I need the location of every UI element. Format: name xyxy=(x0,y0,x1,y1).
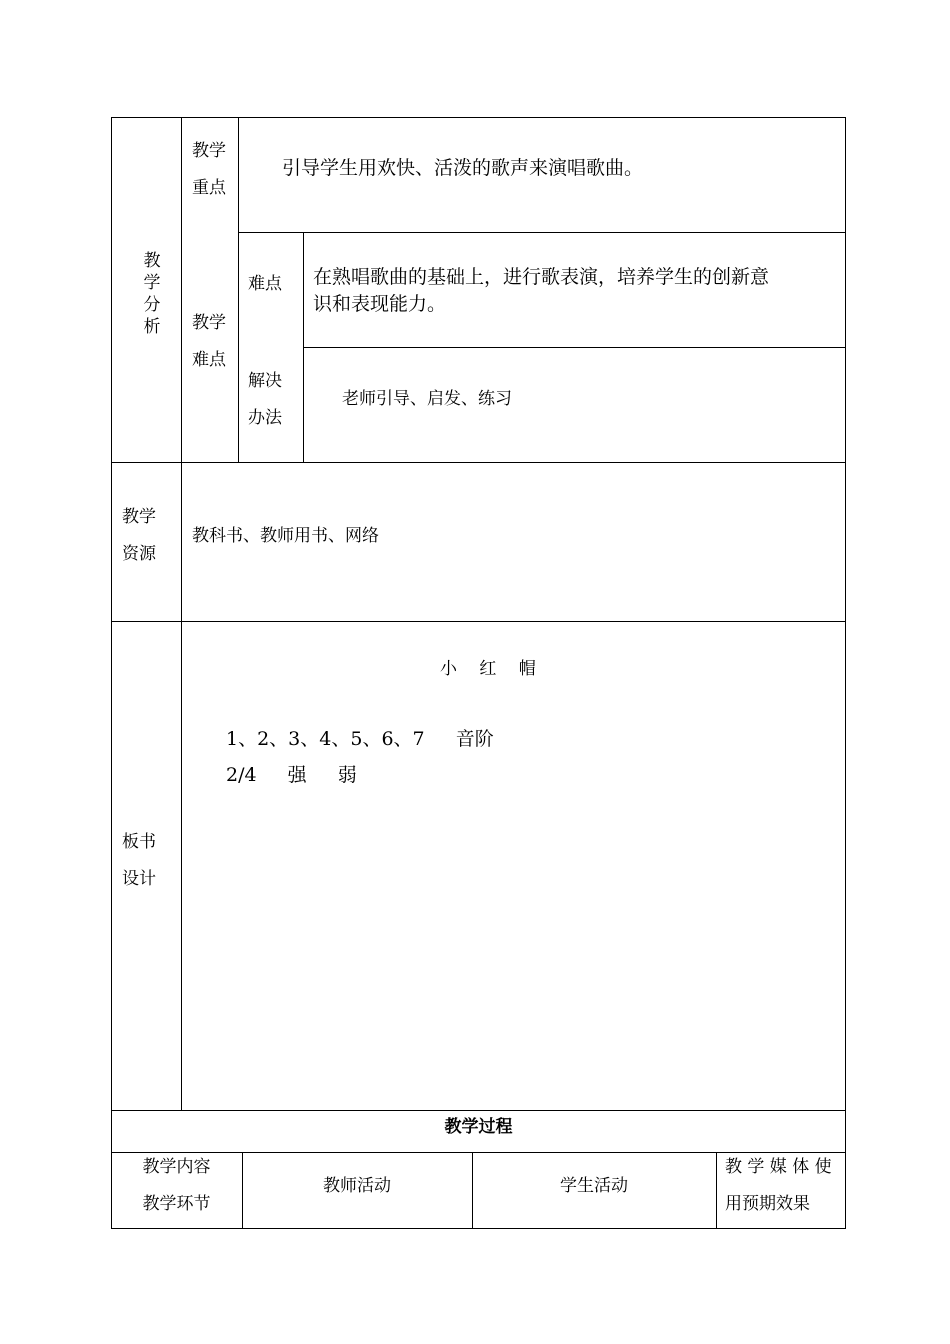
process-col1-line2: 教学环节 xyxy=(142,1194,211,1214)
difficulty-label-line2: 难点 xyxy=(192,350,226,370)
hard-content-line2: 识和表现能力。 xyxy=(313,293,447,315)
hard-content-line1: 在熟唱歌曲的基础上，进行歌表演，培养学生的创新意 xyxy=(313,266,770,288)
solution-label-line1: 解决 xyxy=(248,371,282,391)
divider-process-col3 xyxy=(716,1152,717,1229)
divider-keypoint-bottom xyxy=(238,232,846,233)
board-line2: 2/4 强 弱 xyxy=(226,764,357,786)
divider-sub-label-col xyxy=(238,117,239,463)
divider-analysis-bottom xyxy=(111,462,846,463)
resources-label-line1: 教学 xyxy=(122,507,156,527)
process-col2-header: 教师活动 xyxy=(323,1176,391,1196)
divider-label-col xyxy=(181,117,182,1110)
analysis-section-label: 教 学 分 析 xyxy=(143,251,161,337)
border-right xyxy=(845,117,846,1229)
process-col4-line1: 教 学 媒 体 使 xyxy=(725,1157,832,1177)
divider-resources-bottom xyxy=(111,621,846,622)
divider-hard-bottom xyxy=(303,347,846,348)
border-top xyxy=(111,117,846,118)
board-line1: 1、2、3、4、5、6、7 音阶 xyxy=(226,728,494,750)
difficulty-label-line1: 教学 xyxy=(192,313,226,333)
board-label-line2: 设计 xyxy=(122,869,156,889)
solution-content: 老师引导、启发、练习 xyxy=(342,389,512,409)
border-left xyxy=(111,117,112,1229)
border-bottom xyxy=(111,1228,846,1229)
solution-label-line2: 办法 xyxy=(248,408,282,428)
process-title: 教学过程 xyxy=(444,1117,513,1137)
board-title: 小 红 帽 xyxy=(440,659,536,679)
process-col4-line2: 用预期效果 xyxy=(725,1194,810,1214)
resources-content: 教科书、教师用书、网络 xyxy=(192,526,379,546)
keypoint-content: 引导学生用欢快、活泼的歌声来演唱歌曲。 xyxy=(282,157,644,179)
board-label-line1: 板书 xyxy=(122,832,156,852)
hard-label: 难点 xyxy=(248,274,282,294)
resources-label-line2: 资源 xyxy=(122,544,156,564)
process-col3-header: 学生活动 xyxy=(560,1176,628,1196)
process-col1-line1: 教学内容 xyxy=(142,1157,211,1177)
keypoint-label-line2: 重点 xyxy=(192,178,226,198)
keypoint-label-line1: 教学 xyxy=(192,141,226,161)
